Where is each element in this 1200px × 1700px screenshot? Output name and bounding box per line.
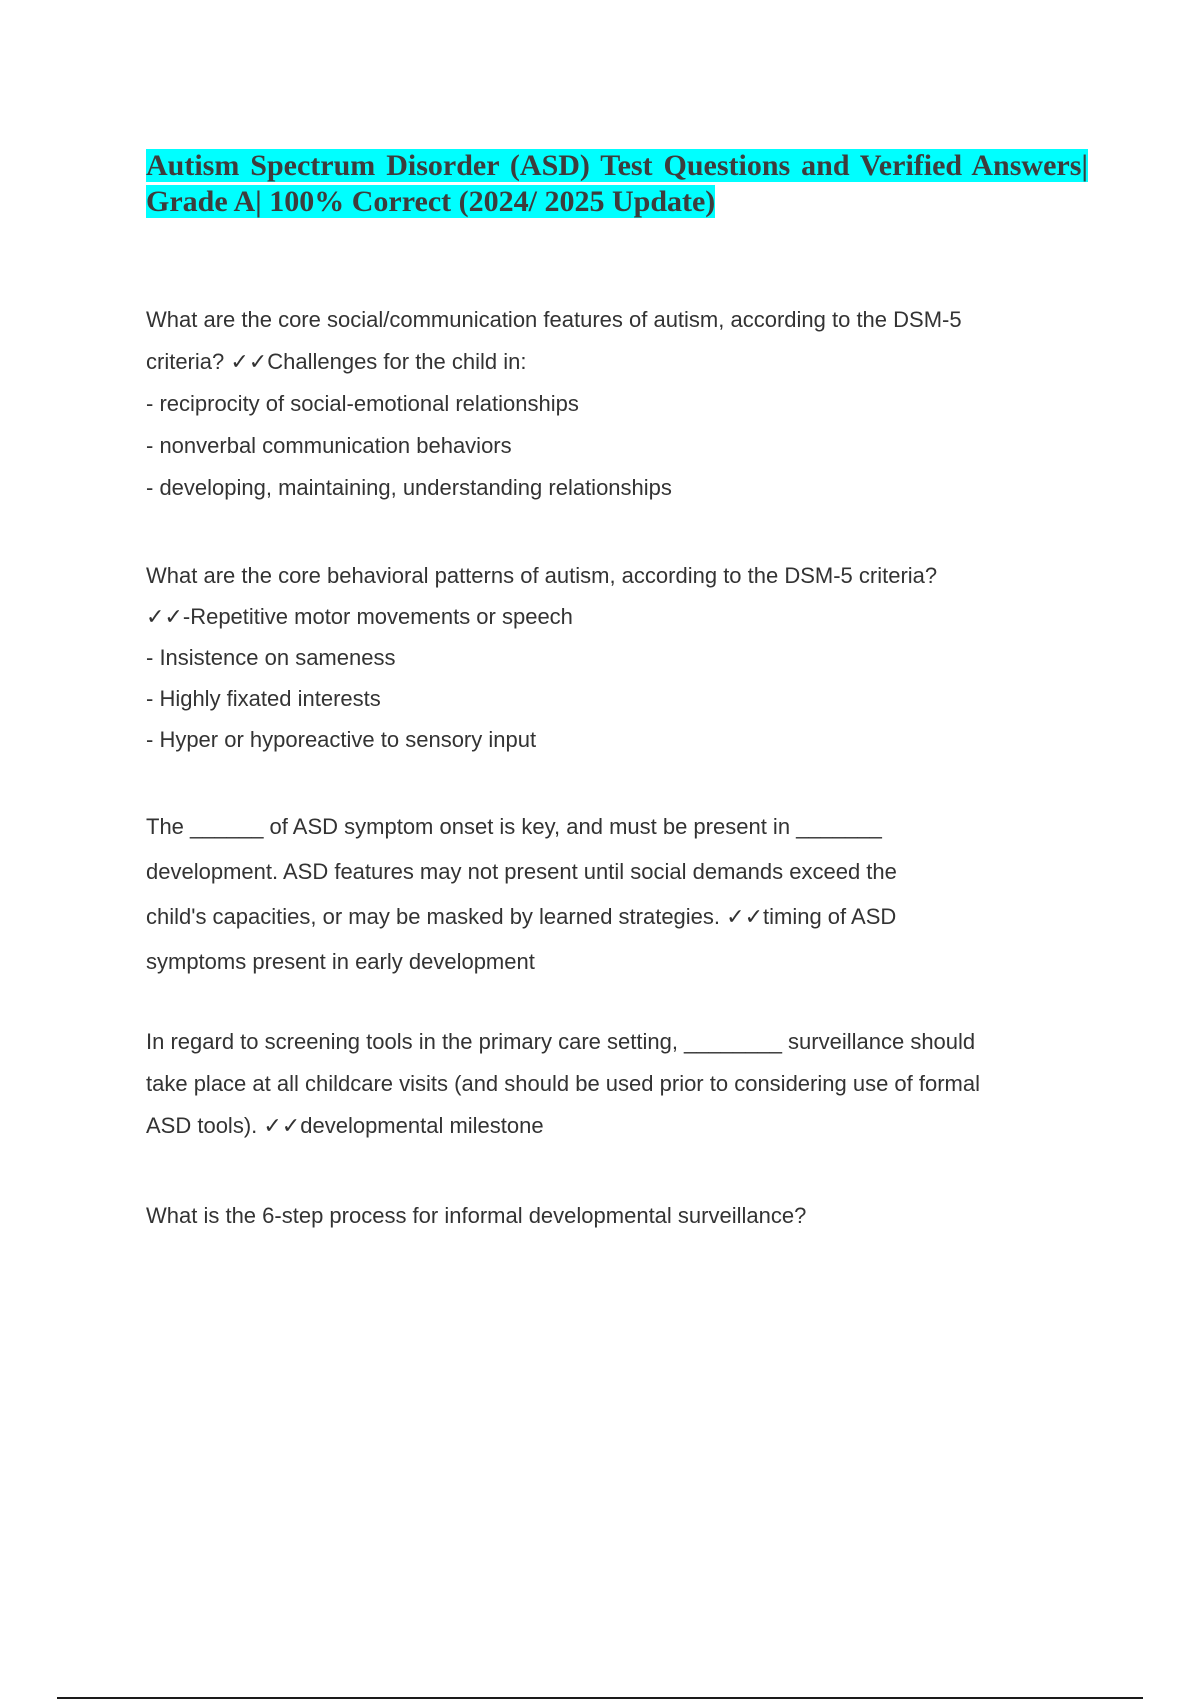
answer-bullet: - Hyper or hyporeactive to sensory input: [146, 727, 537, 752]
question-line: What are the core social/communication features of autism, according to the DSM-5: [146, 307, 962, 332]
title-highlight: Autism Spectrum Disorder (ASD) Test Questions and Verified Answers| Grade A| 100% Correct (2024/ 2025 Update): [146, 149, 1088, 218]
answer-line: ASD tools). ✓✓developmental milestone: [146, 1113, 544, 1138]
question-line: development. ASD features may not present until social demands exceed the: [146, 859, 897, 884]
qa-block-social-communication: [146, 299, 1086, 509]
answer-bullet: - Insistence on sameness: [146, 645, 396, 670]
answer-line: ✓✓-Repetitive motor movements or speech: [146, 604, 573, 629]
answer-bullet: - nonverbal communication behaviors: [146, 433, 512, 458]
answer-line: child's capacities, or may be masked by learned strategies. ✓✓timing of ASD: [146, 904, 897, 929]
answer-bullet: - Highly fixated interests: [146, 686, 381, 711]
qa-block-symptom-onset: [146, 804, 1086, 984]
question-line: What is the 6-step process for informal developmental surveillance?: [146, 1203, 807, 1228]
question-line: The ______ of ASD symptom onset is key, and must be present in _______: [146, 814, 882, 839]
answer-bullet: - reciprocity of social-emotional relationships: [146, 391, 579, 416]
question-line: take place at all childcare visits (and should be used prior to considering use of formal: [146, 1071, 981, 1096]
question-line: What are the core behavioral patterns of autism, according to the DSM-5 criteria?: [146, 563, 938, 588]
answer-bullet: - developing, maintaining, understanding relationships: [146, 475, 672, 500]
qa-block-surveillance-process: [146, 1195, 1086, 1237]
qa-block-behavioral-patterns: [146, 555, 1086, 760]
document-title: [146, 148, 1088, 220]
answer-line: criteria? ✓✓Challenges for the child in:: [146, 349, 527, 374]
answer-line: symptoms present in early development: [146, 949, 535, 974]
qa-block-screening-tools: [146, 1021, 1086, 1147]
footer-divider: [57, 1697, 1143, 1699]
question-line: In regard to screening tools in the primary care setting, ________ surveillance should: [146, 1029, 976, 1054]
